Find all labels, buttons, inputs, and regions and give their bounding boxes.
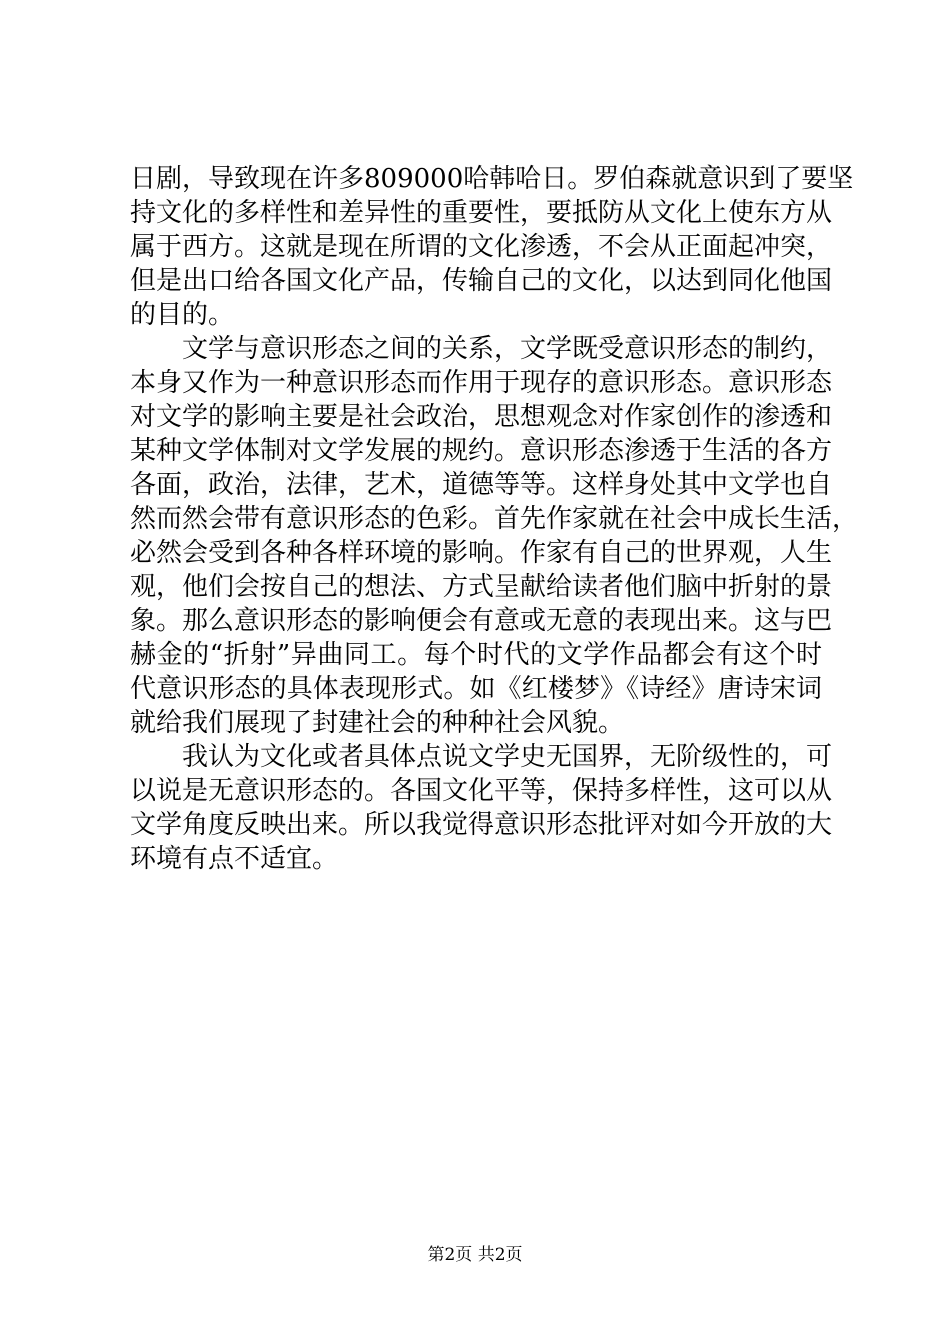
- text-line: 观，他们会按自己的想法、方式呈献给读者他们脑中折射的景: [130, 572, 833, 602]
- text-line: 环境有点不适宜。: [130, 844, 339, 874]
- paragraph: [130, 740, 833, 876]
- text-line: 文学与意识形态之间的关系，文学既受意识形态的制约，: [182, 334, 833, 364]
- text-line: 以说是无意识形态的。各国文化平等，保持多样性，这可以从: [130, 776, 833, 806]
- text-line: 就给我们展现了封建社会的种种社会风貌。: [130, 708, 625, 738]
- text-line: 属于西方。这就是现在所谓的文化渗透，不会从正面起冲突，: [130, 232, 833, 262]
- text-line: 持文化的多样性和差异性的重要性，要抵防从文化上使东方从: [130, 198, 833, 228]
- paragraph: [130, 332, 859, 740]
- text-line: 各面，政治，法律，艺术，道德等等。这样身处其中文学也自: [130, 470, 833, 500]
- document-body: [130, 162, 859, 876]
- text-line: 然而然会带有意识形态的色彩。首先作家就在社会中成长生活，: [130, 504, 859, 534]
- text-line: 的目的。: [130, 300, 235, 330]
- text-line: 日剧，导致现在许多809000哈韩哈日。罗伯森就意识到了要坚: [130, 164, 854, 194]
- page-footer: 第2页 共2页: [427, 1245, 523, 1265]
- text-line: 代意识形态的具体表现形式。如《红楼梦》《诗经》唐诗宋词: [130, 674, 822, 704]
- text-line: 我认为文化或者具体点说文学史无国界，无阶级性的，可: [182, 742, 833, 772]
- text-line: 但是出口给各国文化产品，传输自己的文化，以达到同化他国: [130, 266, 833, 296]
- text-line: 文学角度反映出来。所以我觉得意识形态批评对如今开放的大: [130, 810, 833, 840]
- text-line: 某种文学体制对文学发展的规约。意识形态渗透于生活的各方: [130, 436, 833, 466]
- text-line: 象。那么意识形态的影响便会有意或无意的表现出来。这与巴: [130, 606, 833, 636]
- text-line: 本身又作为一种意识形态而作用于现存的意识形态。意识形态: [130, 368, 833, 398]
- text-line: 对文学的影响主要是社会政治，思想观念对作家创作的渗透和: [130, 402, 833, 432]
- text-line: 必然会受到各种各样环境的影响。作家有自己的世界观，人生: [130, 538, 833, 568]
- text-line: 赫金的“折射”异曲同工。每个时代的文学作品都会有这个时: [130, 640, 822, 670]
- paragraph: [130, 162, 854, 332]
